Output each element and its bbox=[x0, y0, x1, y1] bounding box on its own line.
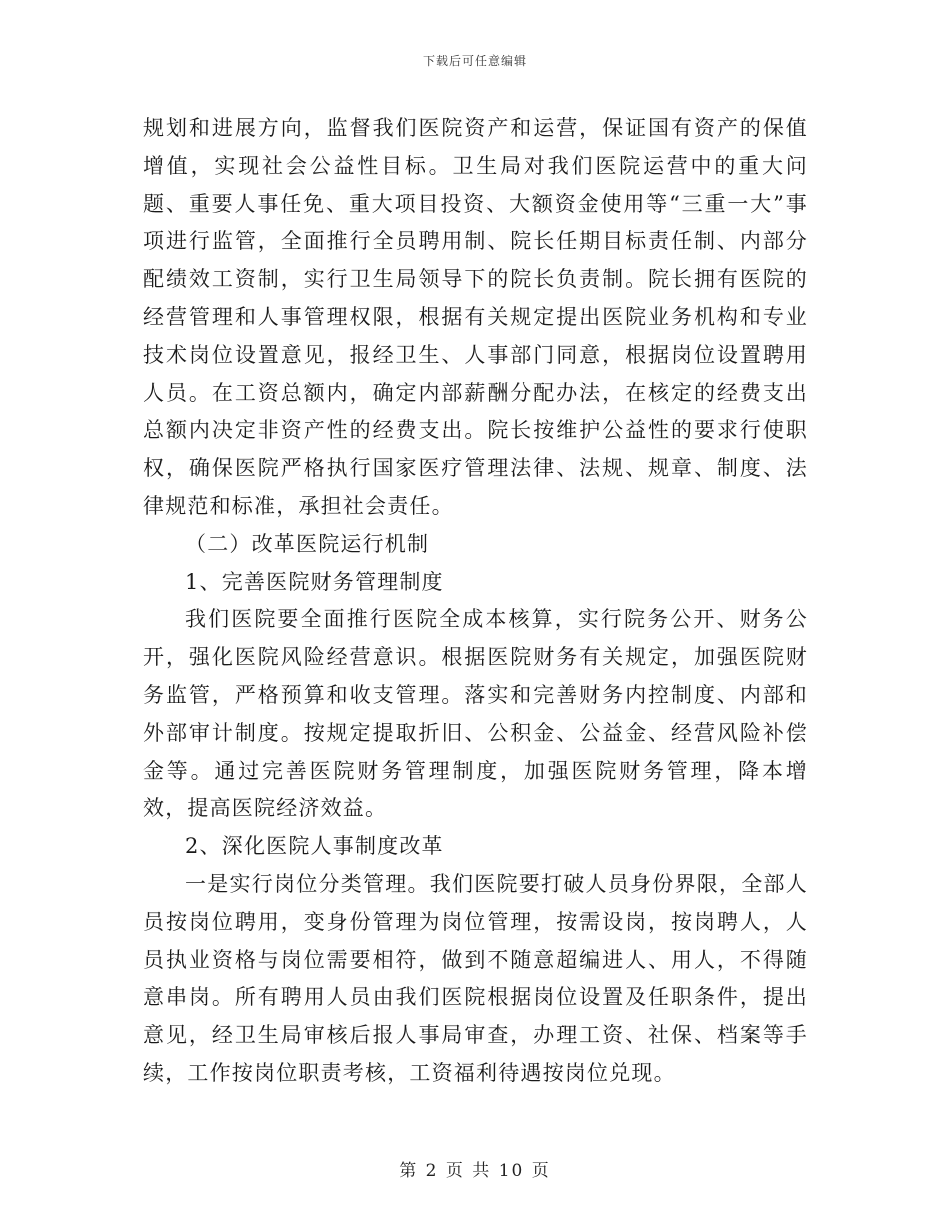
paragraph-personnel: 一是实行岗位分类管理。我们医院要打破人员身份界限，全部人员按岗位聘用，变身份管理为岗位管理，按需设岗，按岗聘人，人员执业资格与岗位需要相符，做到不随意超编进人、用人，不得随意串岗。所有聘用人员由我们医院根据岗位设置及任职条件，提出意见，经卫生局审核后报人事局审查，办理工资、社保、档案等手续，工作按岗位职责考核，工资福利待遇按岗位兑现。 bbox=[143, 871, 808, 1085]
paragraph-governance: 规划和进展方向，监督我们医院资产和运营，保证国有资产的保值增值，实现社会公益性目标。卫生局对我们医院运营中的重大问题、重要人事任免、重大项目投资、大额资金使用等“三重一大”事项进行监管，全面推行全员聘用制、院长任期目标责任制、内部分配绩效工资制，实行卫生局领导下的院长负责制。院长拥有医院的经营管理和人事管理权限，根据有关规定提出医院业务机构和专业技术岗位设置意见，报经卫生、人事部门同意，根据岗位设置聘用人员。在工资总额内，确定内部薪酬分配办法，在核定的经费支出总额内决定非资产性的经费支出。院长按维护公益性的要求行使职权，确保医院严格执行国家医疗管理法律、法规、规章、制度、法律规范和标准，承担社会责任。 bbox=[143, 116, 808, 518]
subheading-personnel-reform: 2、深化医院人事制度改革 bbox=[185, 834, 444, 859]
page-footer: 第 2 页 共 10 页 bbox=[399, 1161, 551, 1181]
page-header: 下载后可任意编辑 bbox=[422, 54, 527, 68]
paragraph-finance: 我们医院要全面推行医院全成本核算，实行院务公开、财务公开，强化医院风险经营意识。根据医院财务有关规定，加强医院财务监管，严格预算和收支管理。落实和完善财务内控制度、内部和外部审计制度。按规定提取折旧、公积金、公益金、经营风险补偿金等。通过完善医院财务管理制度，加强医院财务管理，降本增效，提高医院经济效益。 bbox=[143, 607, 808, 821]
document-body bbox=[143, 110, 808, 1093]
subheading-finance-system: 1、完善医院财务管理制度 bbox=[185, 569, 444, 594]
section-heading-operation-mechanism: （二）改革医院运行机制 bbox=[185, 531, 430, 556]
